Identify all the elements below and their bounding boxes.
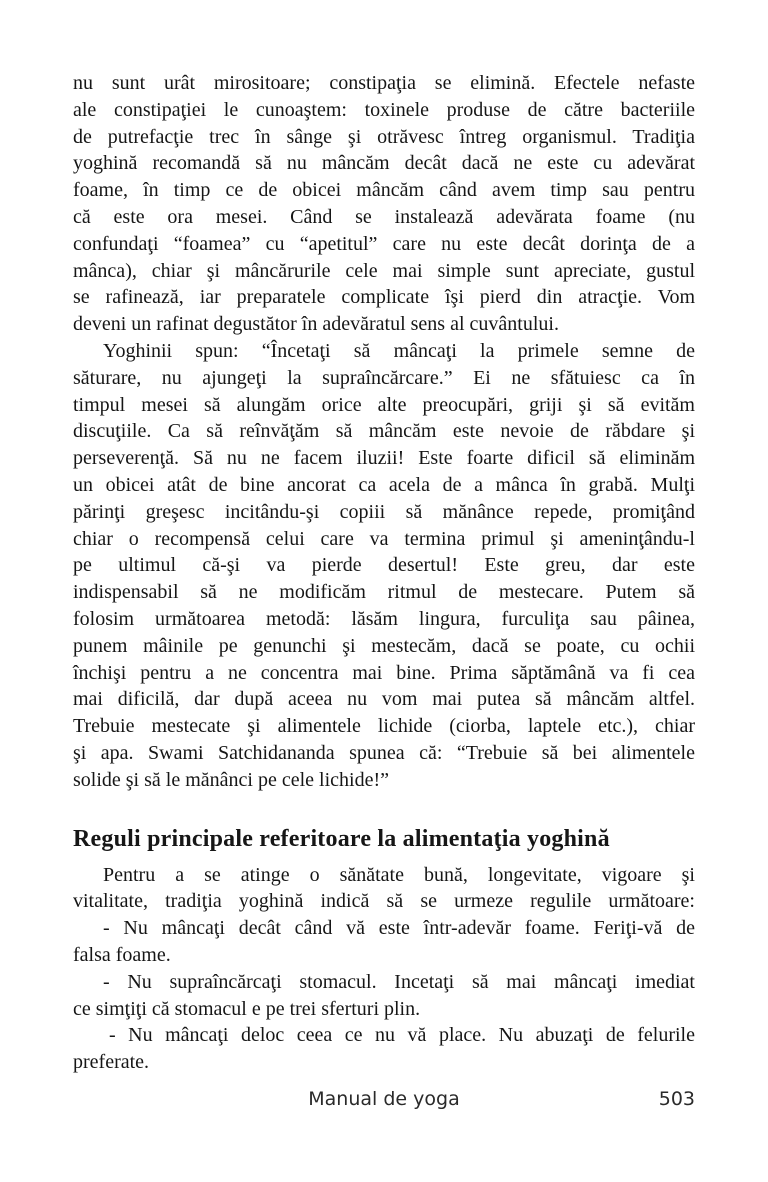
text-line: ale constipaţiei le cunoaştem: toxinele produse de către bacteriile xyxy=(73,98,695,121)
text-line: - Nu mâncaţi decât când vă este într-adevăr foame. Feriţi-vă de xyxy=(103,917,695,940)
section-heading: Reguli principale referitoare la alimentaţia yoghină xyxy=(73,825,610,852)
list-item xyxy=(73,969,695,1023)
text-line: foame, în timp ce de obicei mâncăm când avem timp sau pentru xyxy=(73,179,695,202)
text-line: şi apa. Swami Satchidananda spunea că: “Trebuie să bei alimentele xyxy=(73,741,695,764)
text-line: Pentru a se atinge o sănătate bună, longevitate, vigoare şi xyxy=(103,863,695,886)
text-line: solide şi să le mănânci pe cele lichide!” xyxy=(73,768,389,791)
paragraph xyxy=(73,338,695,794)
list-item xyxy=(73,915,695,969)
text-line: indispensabil să ne modificăm ritmul de mestecare. Putem să xyxy=(73,581,695,604)
text-line: falsa foame. xyxy=(73,943,171,966)
text-line: mânca), chiar şi mâncărurile cele mai simple sunt apreciate, gustul xyxy=(73,259,695,282)
text-line: preferate. xyxy=(73,1051,150,1074)
text-line: punem mâinile pe genunchi şi mestecăm, dacă se poate, cu ochii xyxy=(73,634,695,657)
text-line: de putrefacţie trec în sânge şi otrăvesc întreg organismul. Tradiţia xyxy=(73,125,695,148)
text-line: vitalitate, tradiţia yoghină indică să se urmeze regulile următoare: xyxy=(73,890,695,913)
text-line: timpul mesei să alungăm orice alte preocupări, griji şi să evităm xyxy=(73,393,695,416)
text-line: - Nu supraîncărcaţi stomacul. Incetaţi să mai mâncaţi imediat xyxy=(103,970,695,993)
list-item xyxy=(73,1022,695,1076)
text-line: săturare, nu ajungeţi la supraîncărcare.” Ei ne sfătuiesc ca în xyxy=(73,366,695,389)
text-line: părinţi greşesc incitându-şi copiii să mănânce repede, promiţând xyxy=(73,500,695,523)
text-line: yoghină recomandă să nu mâncăm decât dacă ne este cu adevărat xyxy=(73,152,695,175)
text-line: se rafinează, iar preparatele complicate îşi pierd din atracţie. Vom xyxy=(73,286,695,309)
text-line: nu sunt urât mirositoare; constipaţia se elimină. Efectele nefaste xyxy=(73,72,695,94)
paragraph xyxy=(73,70,695,338)
text-line: Trebuie mestecate şi alimentele lichide (ciorba, laptele etc.), chiar xyxy=(73,715,695,738)
text-line: un obicei atât de bine ancorat ca acela de a mânca în grabă. Mulţi xyxy=(73,473,695,496)
text-line: mai dificilă, dar după aceea nu vom mai putea să mâncăm altfel. xyxy=(73,688,695,711)
text-line: confundaţi “foamea” cu “apetitul” care nu este decât dorinţa de a xyxy=(73,232,695,255)
paragraph xyxy=(73,862,695,916)
text-line: perseverenţă. Să nu ne facem iluzii! Este foarte dificil să eliminăm xyxy=(73,447,695,470)
text-line: - Nu mâncaţi deloc ceea ce nu vă place. Nu abuzaţi de felurile xyxy=(109,1024,695,1047)
text-block xyxy=(73,70,695,1076)
text-line: pe ultimul că-şi va pierde desertul! Este greu, dar este xyxy=(73,554,695,577)
text-line: folosim următoarea metodă: lăsăm lingura, furculiţa sau pâinea, xyxy=(73,607,695,630)
text-line: că este ora mesei. Când se instalează adevărata foame (nu xyxy=(73,205,695,228)
text-line: ce simţiţi că stomacul e pe trei sferturi plin. xyxy=(73,997,421,1020)
page-number: 503 xyxy=(658,1088,695,1110)
text-line: chiar o recompensă celui care va termina primul şi ameninţându-l xyxy=(73,527,695,550)
text-line: Yoghinii spun: “Încetaţi să mâncaţi la primele semne de xyxy=(103,339,695,362)
text-line: închişi pentru a ne concentra mai bine. Prima săptămână va fi cea xyxy=(73,661,695,684)
text-line: deveni un rafinat degustător în adevăratul sens al cuvântului. xyxy=(73,313,559,336)
text-line: discuţiile. Ca să reînvăţăm să mâncăm este nevoie de răbdare şi xyxy=(73,420,695,443)
page-footer xyxy=(73,1088,695,1116)
running-title: Manual de yoga xyxy=(308,1088,460,1110)
